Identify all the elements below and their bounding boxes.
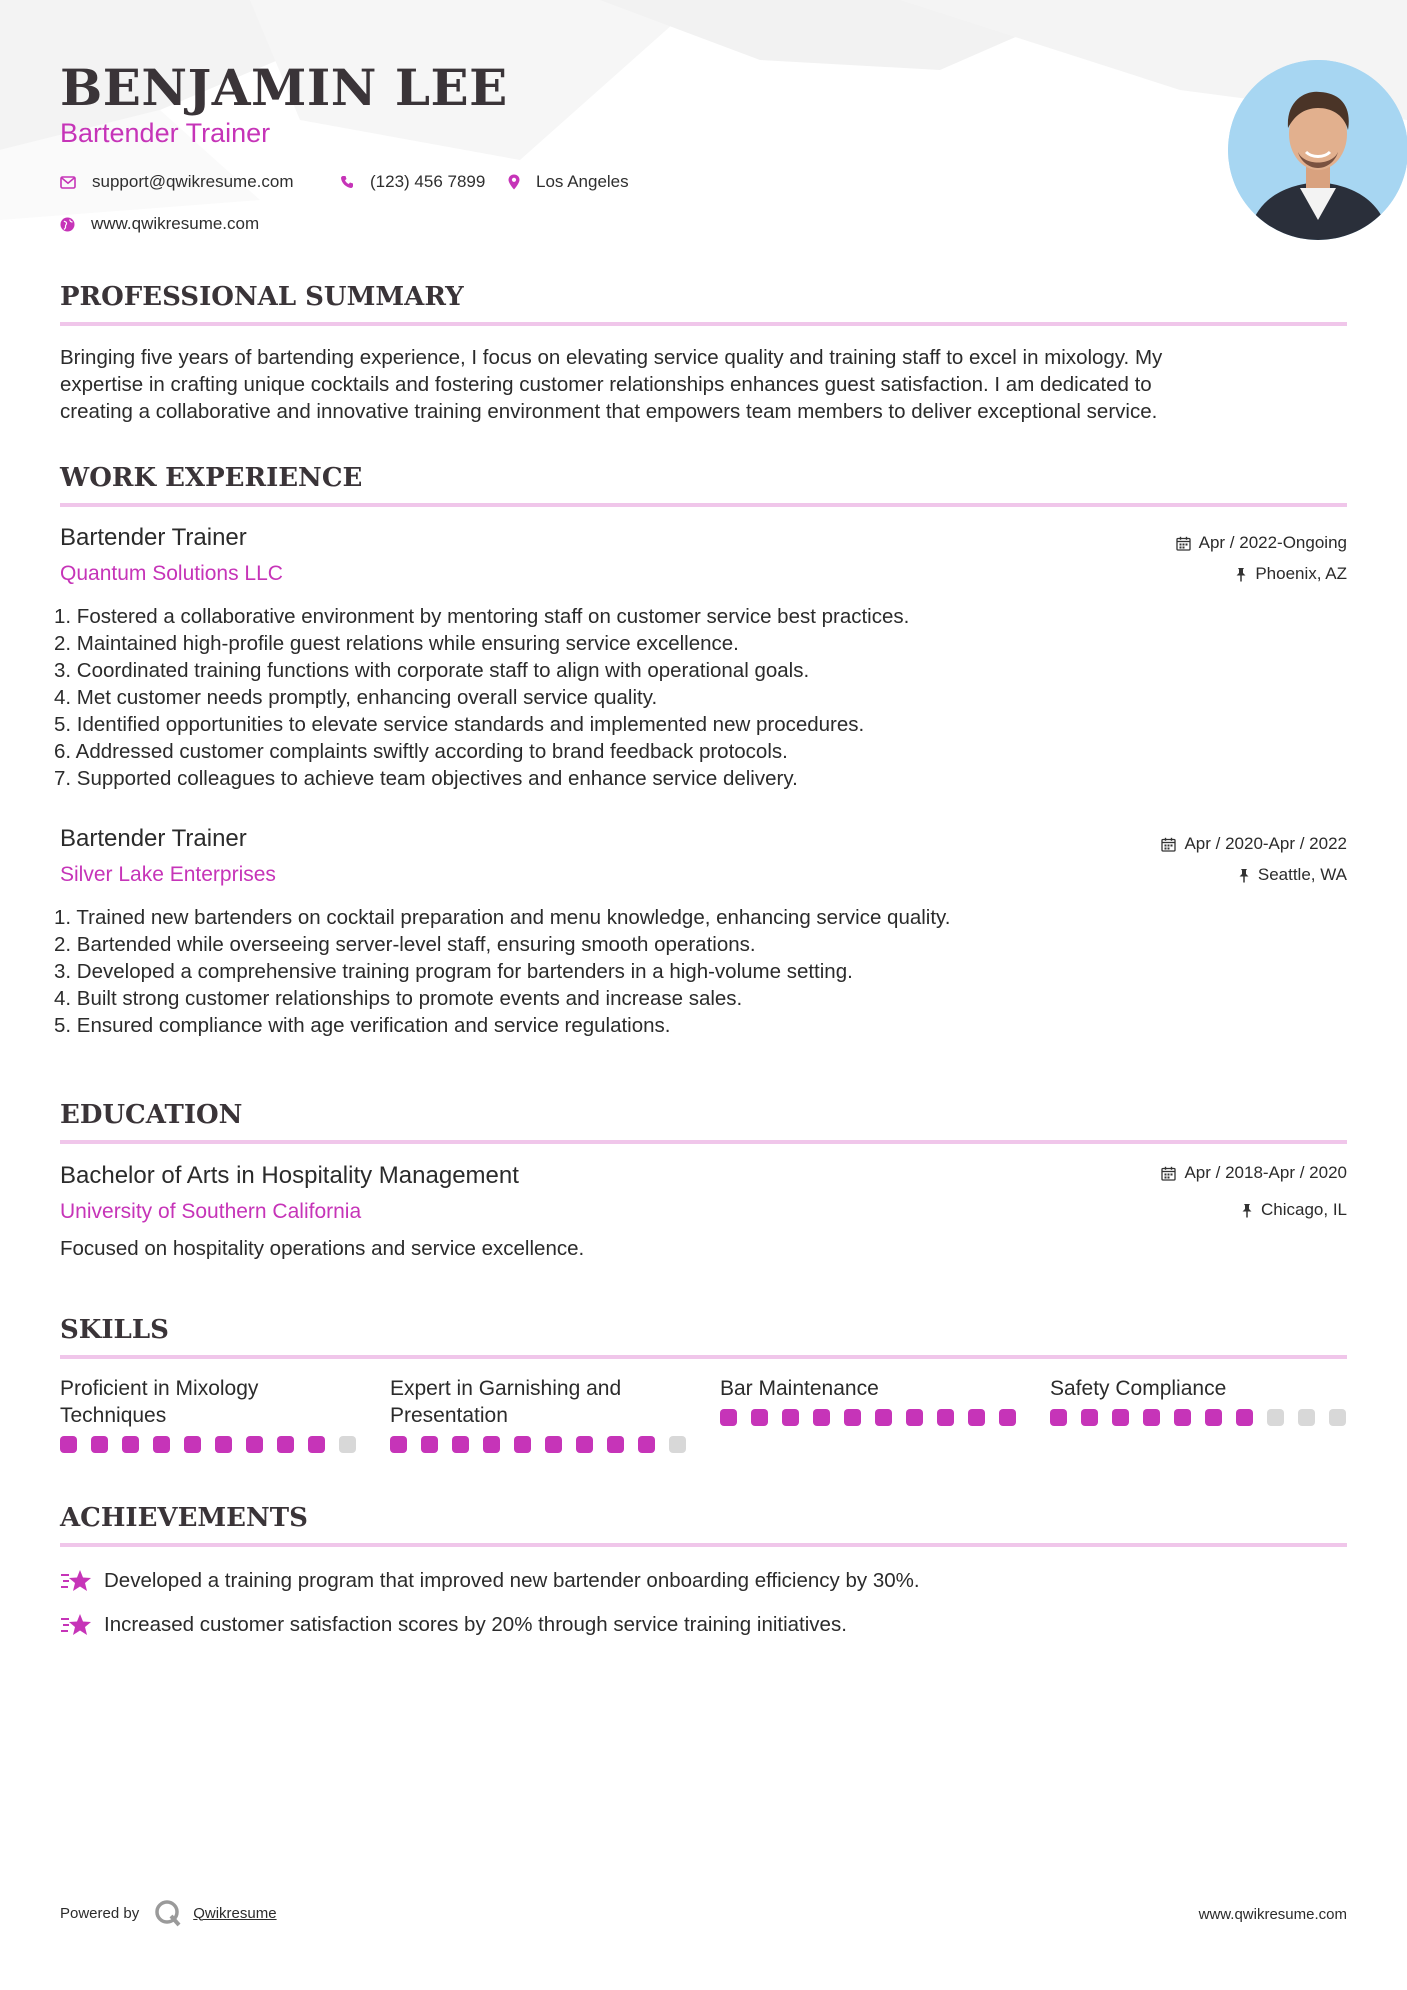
rating-dot-empty — [1267, 1409, 1284, 1426]
pushpin-icon — [1235, 567, 1247, 582]
skill-item — [390, 1375, 690, 1429]
list-item: 7. Supported colleagues to achieve team objectives and enhance service delivery. — [54, 767, 798, 790]
rating-dot-filled — [545, 1436, 562, 1453]
achievements-divider — [60, 1543, 1347, 1547]
rating-dot-filled — [60, 1436, 77, 1453]
phone-icon — [340, 175, 354, 189]
rating-dot-filled — [514, 1436, 531, 1453]
rating-dot-empty — [669, 1436, 686, 1453]
calendar-icon — [1161, 1166, 1176, 1181]
rating-dot-filled — [1143, 1409, 1160, 1426]
location-text: Seattle, WA — [1257, 865, 1347, 884]
rating-dot-filled — [483, 1436, 500, 1453]
rating-dot-filled — [720, 1409, 737, 1426]
calendar-icon — [1176, 536, 1191, 551]
skill-rating — [60, 1436, 356, 1453]
rating-dot-filled — [782, 1409, 799, 1426]
rating-dot-filled — [1081, 1409, 1098, 1426]
skill-name — [390, 1375, 690, 1429]
skill-rating — [390, 1436, 686, 1453]
skill-name-line: Presentation — [390, 1404, 508, 1427]
skill-name-line: Safety Compliance — [1050, 1377, 1227, 1400]
rating-dot-filled — [452, 1436, 469, 1453]
job-location — [1238, 865, 1347, 885]
dates-text: Apr / 2020-Apr / 2022 — [1184, 834, 1347, 853]
rating-dot-filled — [1174, 1409, 1191, 1426]
list-item: 3. Developed a comprehensive training program for bartenders in a high-volume setting. — [54, 960, 853, 983]
map-pin-icon — [508, 174, 520, 190]
summary-line: creating a collaborative and innovative training environment that empowers team members to deliver exceptional service. — [60, 400, 1158, 423]
skill-name-line: Expert in Garnishing and — [390, 1377, 622, 1400]
job-title: Bartender Trainer — [60, 825, 247, 852]
skill-item — [60, 1375, 360, 1429]
location-text: Chicago, IL — [1261, 1200, 1347, 1219]
rating-dot-filled — [153, 1436, 170, 1453]
job-dates — [1176, 533, 1347, 553]
qwikresume-logo-icon — [153, 1898, 183, 1928]
phone-text: (123) 456 7899 — [370, 172, 486, 191]
pushpin-icon — [1238, 868, 1250, 883]
company-name: Quantum Solutions LLC — [60, 562, 283, 585]
company-name: Silver Lake Enterprises — [60, 863, 276, 886]
achievement-item — [60, 1568, 920, 1594]
contact-phone[interactable] — [340, 172, 485, 192]
skill-name — [60, 1375, 360, 1429]
website-text: www.qwikresume.com — [91, 214, 260, 233]
skill-rating — [1050, 1409, 1346, 1426]
rating-dot-empty — [339, 1436, 356, 1453]
achievement-text: Increased customer satisfaction scores by 20% through service training initiatives. — [104, 1613, 847, 1636]
dates-text: Apr / 2022-Ongoing — [1198, 533, 1347, 552]
calendar-icon — [1161, 837, 1176, 852]
rating-dot-filled — [607, 1436, 624, 1453]
job-responsibilities — [54, 603, 909, 792]
list-item: 4. Met customer needs promptly, enhancing overall service quality. — [54, 686, 658, 709]
skill-rating — [720, 1409, 1016, 1426]
rating-dot-filled — [999, 1409, 1016, 1426]
list-item: 5. Identified opportunities to elevate service standards and implemented new procedures. — [54, 713, 865, 736]
list-item: 4. Built strong customer relationships to promote events and increase sales. — [54, 987, 743, 1010]
candidate-title: Bartender Trainer — [60, 118, 271, 148]
dates-text: Apr / 2018-Apr / 2020 — [1184, 1163, 1347, 1182]
rating-dot-filled — [844, 1409, 861, 1426]
summary-text — [60, 344, 1347, 425]
summary-line: expertise in crafting unique cocktails and fostering customer relationships enhances guest satisfaction. I am dedicated to — [60, 373, 1152, 396]
skill-name-line: Proficient in Mixology — [60, 1377, 259, 1400]
candidate-name: BENJAMIN LEE — [60, 58, 508, 117]
rating-dot-filled — [875, 1409, 892, 1426]
rating-dot-filled — [906, 1409, 923, 1426]
rating-dot-filled — [246, 1436, 263, 1453]
portrait-illustration — [1228, 60, 1407, 240]
rating-dot-filled — [1050, 1409, 1067, 1426]
school-name: University of Southern California — [60, 1200, 362, 1223]
list-item: 1. Trained new bartenders on cocktail preparation and menu knowledge, enhancing service quality. — [54, 906, 951, 929]
rating-dot-empty — [1298, 1409, 1315, 1426]
rating-dot-filled — [122, 1436, 139, 1453]
rating-dot-filled — [91, 1436, 108, 1453]
skill-name-line: Bar Maintenance — [720, 1377, 879, 1400]
rating-dot-filled — [1236, 1409, 1253, 1426]
powered-by-label: Powered by — [60, 1904, 140, 1922]
star-icon — [60, 1568, 92, 1594]
achievement-text: Developed a training program that improved new bartender onboarding efficiency by 30%. — [104, 1569, 920, 1592]
rating-dot-filled — [1112, 1409, 1129, 1426]
email-text: support@qwikresume.com — [92, 172, 294, 191]
rating-dot-empty — [1329, 1409, 1346, 1426]
rating-dot-filled — [937, 1409, 954, 1426]
experience-divider — [60, 503, 1347, 507]
skill-name-line: Techniques — [60, 1404, 167, 1427]
education-description: Focused on hospitality operations and service excellence. — [60, 1237, 585, 1260]
star-icon — [60, 1612, 92, 1638]
achievements-heading: ACHIEVEMENTS — [60, 1503, 308, 1533]
globe-icon — [60, 217, 75, 232]
summary-heading: PROFESSIONAL SUMMARY — [60, 282, 464, 312]
rating-dot-filled — [308, 1436, 325, 1453]
list-item: 6. Addressed customer complaints swiftly according to brand feedback protocols. — [54, 740, 788, 763]
skill-item — [1050, 1375, 1350, 1429]
degree-title: Bachelor of Arts in Hospitality Management — [60, 1162, 519, 1189]
footer-branding — [60, 1898, 277, 1928]
summary-line: Bringing five years of bartending experience, I focus on elevating service quality and training staff to excel in mixology. My — [60, 346, 1163, 369]
rating-dot-filled — [215, 1436, 232, 1453]
qwikresume-link[interactable]: Qwikresume — [193, 1904, 277, 1922]
list-item: 2. Bartended while overseeing server-level staff, ensuring smooth operations. — [54, 933, 756, 956]
education-divider — [60, 1140, 1347, 1144]
job-location — [1235, 564, 1347, 584]
rating-dot-filled — [968, 1409, 985, 1426]
skill-item — [720, 1375, 1020, 1429]
education-location — [1241, 1200, 1347, 1220]
education-dates — [1161, 1163, 1347, 1183]
pushpin-icon — [1241, 1203, 1253, 1218]
list-item: 2. Maintained high-profile guest relations while ensuring service excellence. — [54, 632, 739, 655]
rating-dot-filled — [638, 1436, 655, 1453]
location-text: Los Angeles — [536, 172, 629, 191]
achievement-item — [60, 1612, 847, 1638]
location-text: Phoenix, AZ — [1255, 564, 1347, 583]
rating-dot-filled — [184, 1436, 201, 1453]
list-item: 5. Ensured compliance with age verification and service regulations. — [54, 1014, 671, 1037]
rating-dot-filled — [277, 1436, 294, 1453]
envelope-icon — [60, 176, 76, 189]
rating-dot-filled — [576, 1436, 593, 1453]
rating-dot-filled — [421, 1436, 438, 1453]
experience-heading: WORK EXPERIENCE — [60, 463, 363, 493]
profile-photo — [1228, 60, 1407, 240]
list-item: 3. Coordinated training functions with corporate staff to align with operational goals. — [54, 659, 810, 682]
contact-email[interactable] — [60, 172, 294, 192]
job-title: Bartender Trainer — [60, 524, 247, 551]
contact-location — [508, 172, 629, 192]
job-dates — [1161, 834, 1347, 854]
job-responsibilities — [54, 904, 950, 1039]
rating-dot-filled — [751, 1409, 768, 1426]
contact-website[interactable] — [60, 214, 259, 234]
rating-dot-filled — [813, 1409, 830, 1426]
list-item: 1. Fostered a collaborative environment by mentoring staff on customer service best practices. — [54, 605, 910, 628]
footer-website[interactable]: www.qwikresume.com — [1198, 1906, 1347, 1923]
skills-divider — [60, 1355, 1347, 1359]
header-background — [0, 0, 1407, 330]
rating-dot-filled — [1205, 1409, 1222, 1426]
rating-dot-filled — [390, 1436, 407, 1453]
education-heading: EDUCATION — [60, 1100, 243, 1130]
skills-heading: SKILLS — [60, 1315, 169, 1345]
summary-divider — [60, 322, 1347, 326]
